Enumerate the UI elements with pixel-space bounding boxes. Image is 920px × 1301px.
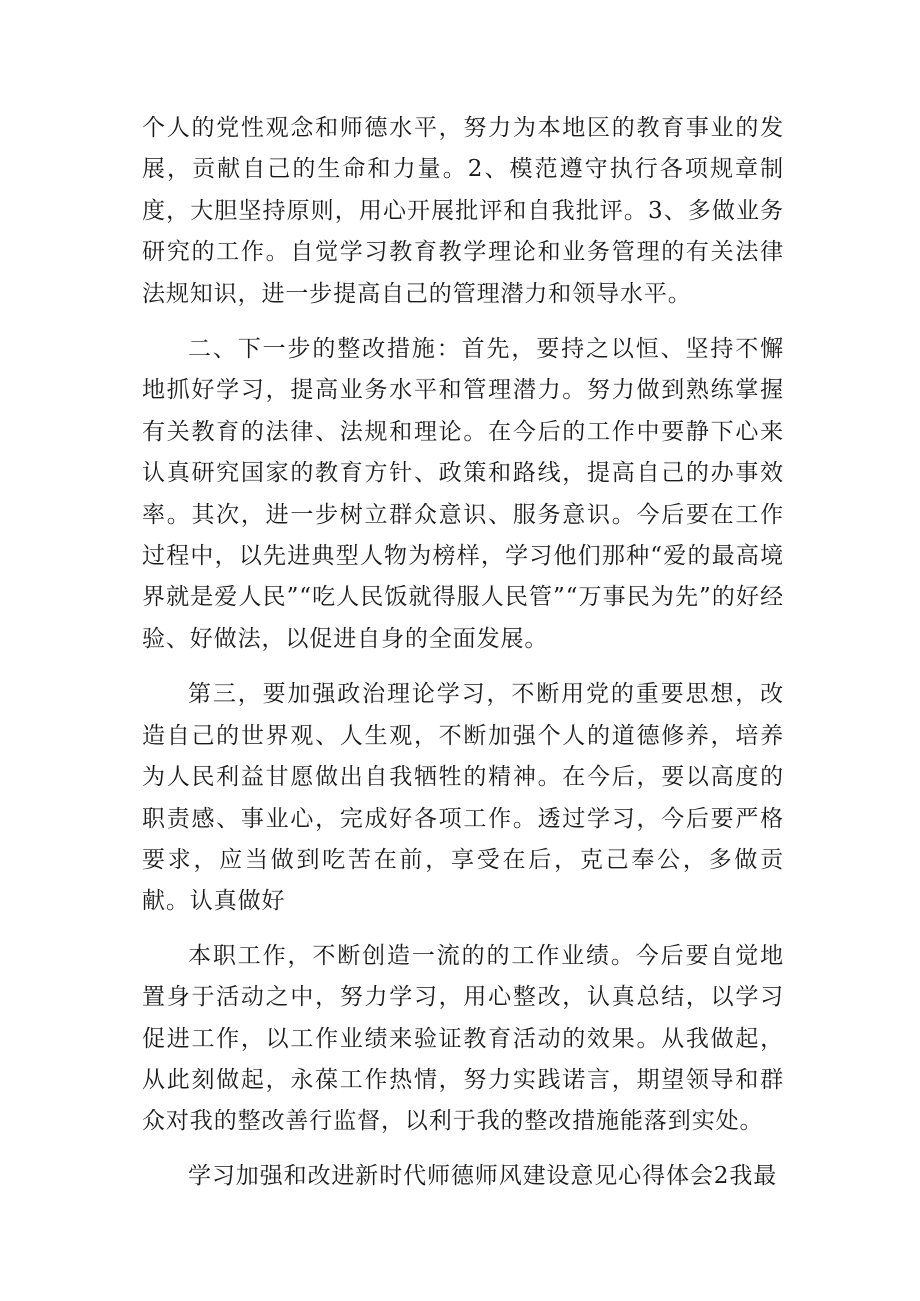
paragraph-next-steps: 二、下一步的整改措施：首先，要持之以恒、坚持不懈地抓好学习，提高业务水平和管理潜力。努力做到熟练掌握有关教育的法律、法规和理论。在今后的工作中要静下心来认真研究国家的教育方针、政策和路线，提高自己的办事效率。其次，进一步树立群众意识、服务意识。今后要在工作过程中，以先进典型人物为榜样，学习他们那种“爱的最高境界就是爱人民”“吃人民饭就得服人民管”“万事民为先”的好经验、好做法，以促进自身的全面发展。: [142, 336, 784, 652]
paragraph-third-point: 第三，要加强政治理论学习，不断用党的重要思想，改造自己的世界观、人生观，不断加强个人的道德修养，培养为人民利益甘愿做出自我牺牲的精神。在今后，要以高度的职责感、事业心，完成好各项工作。透过学习，今后要严格要求，应当做到吃苦在前，享受在后，克己奉公，多做贡献。认真做好: [142, 681, 784, 915]
paragraph-duty-work: 本职工作，不断创造一流的的工作业绩。今后要自觉地置身于活动之中，努力学习，用心整改，认真总结，以学习促进工作，以工作业绩来验证教育活动的效果。从我做起，从此刻做起，永葆工作热情，努力实践诺言，期望领导和群众对我的整改善行监督，以利于我的整改措施能落到实处。: [142, 942, 784, 1135]
paragraph-next-section-start: 学习加强和改进新时代师德师风建设意见心得体会2我最: [188, 1162, 778, 1189]
paragraph-continuation: 个人的党性观念和师德水平，努力为本地区的教育事业的发展，贡献自己的生命和力量。2、模范遵守执行各项规章制度，大胆坚持原则，用心开展批评和自我批评。3、多做业务研究的工作。自觉学习教育教学理论和业务管理的有关法律法规知识，进一步提高自己的管理潜力和领导水平。: [142, 115, 784, 307]
document-body: [142, 108, 784, 1197]
